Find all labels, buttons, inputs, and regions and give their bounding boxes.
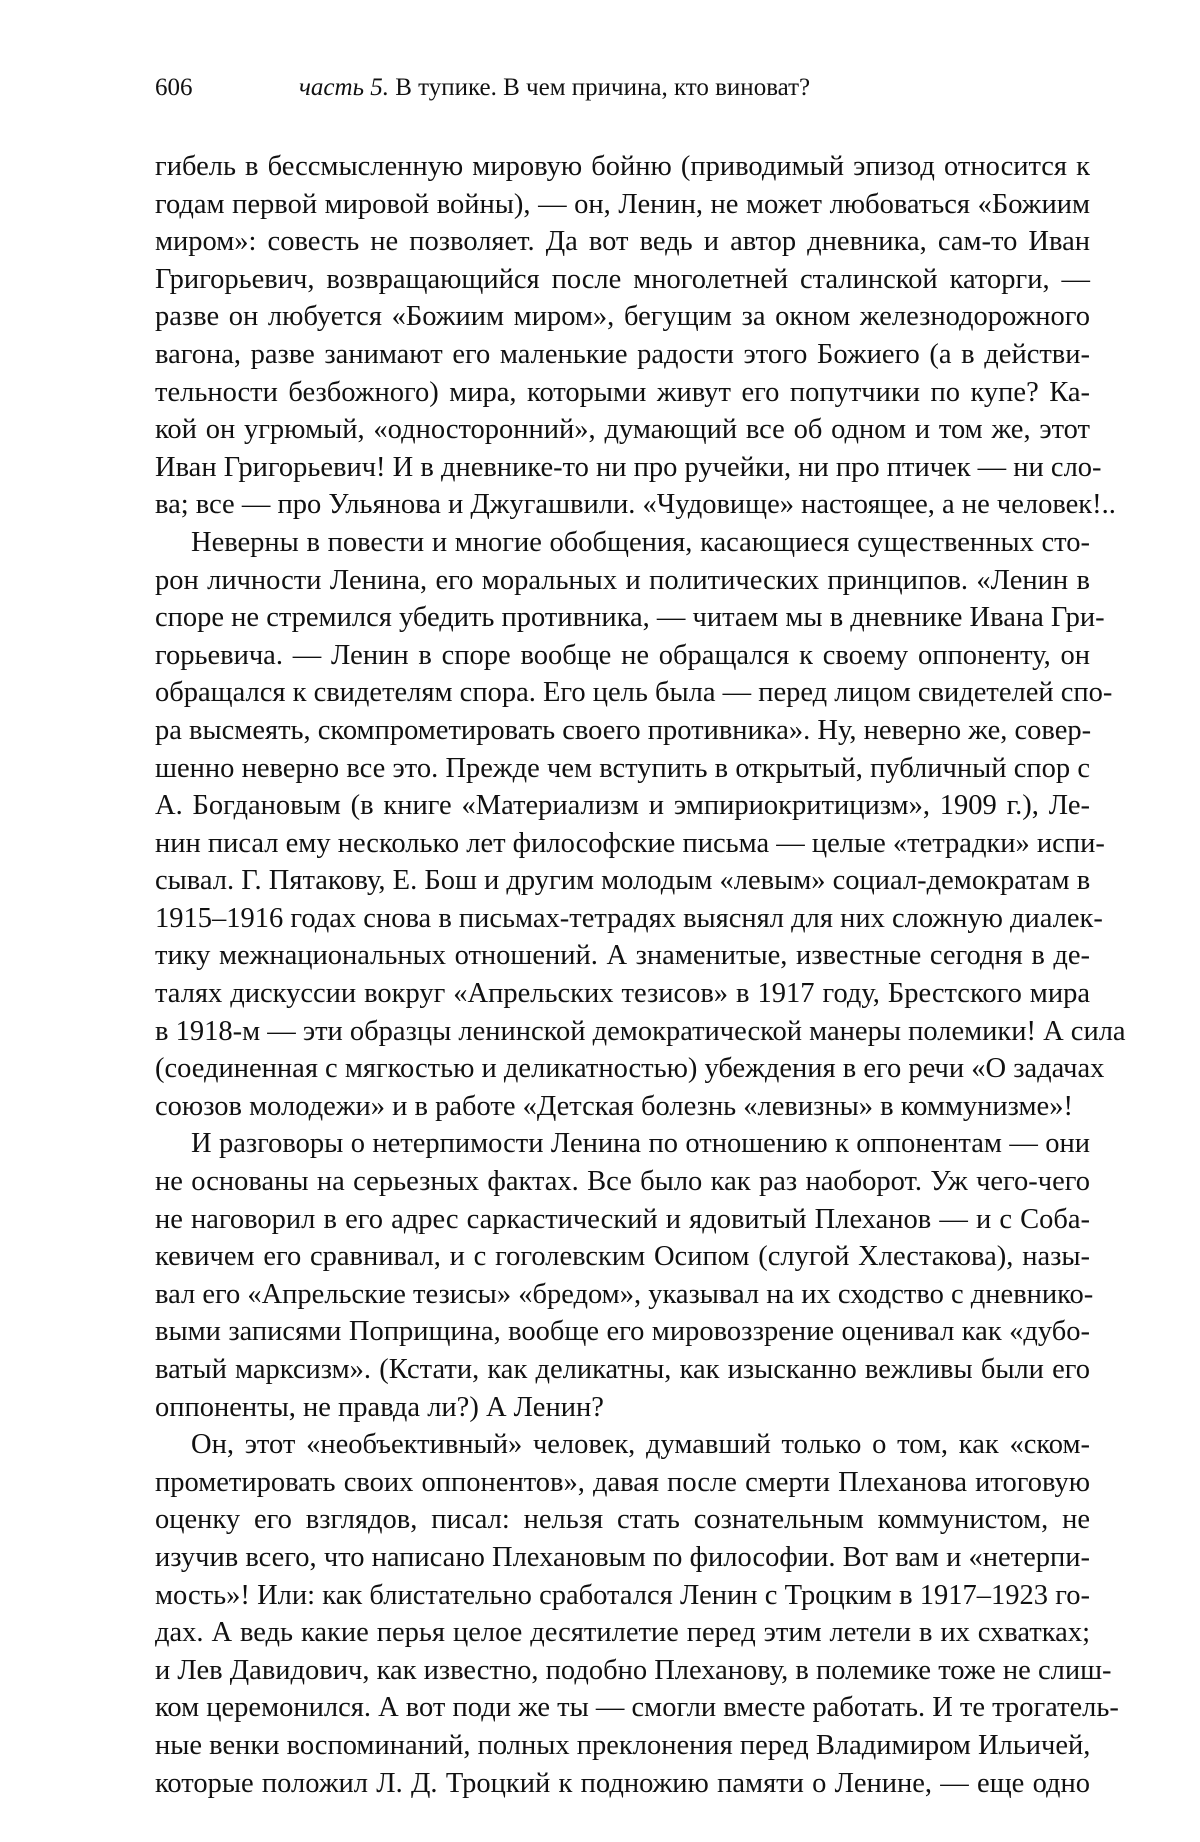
text-line: миром»: совесть не позволяет. Да вот ведь и автор дневника, сам-то Иван (155, 226, 1090, 258)
text-line: обращался к свидетелям спора. Его цель была — перед лицом свидетелей спо- (155, 677, 1113, 709)
paragraph (155, 1125, 1094, 1426)
text-line: горьевича. — Ленин в споре вообще не обращался к своему оппоненту, он (155, 639, 1090, 671)
text-line: ва; все — про Ульянова и Джугашвили. «Чудовище» настоящее, а не человек!.. (155, 489, 1116, 521)
text-line: А. Богдановым (в книге «Материализм и эмпириокритицизм», 1909 г.), Ле- (155, 790, 1090, 822)
text-line: шенно неверно все это. Прежде чем вступить в открытый, публичный спор с (155, 752, 1090, 784)
part-label: часть 5. (299, 74, 389, 101)
text-line: рон личности Ленина, его моральных и политических принципов. «Ленин в (155, 564, 1090, 596)
text-line: вагона, разве занимают его маленькие радости этого Божиего (а в действи- (155, 338, 1090, 370)
body-text (155, 148, 1126, 1802)
text-line: кой он угрюмый, «односторонний», думающий все об одном и том же, этот (155, 414, 1090, 446)
text-line: кевичем его сравнивал, и с гоголевским Осипом (слугой Хлестакова), назы- (155, 1241, 1090, 1273)
text-line: сывал. Г. Пятакову, Е. Бош и другим молодым «левым» социал-демократам в (155, 865, 1091, 897)
text-line: не наговорил в его адрес саркастический и ядовитый Плеханов — и с Соба- (155, 1203, 1090, 1235)
chapter-title: В тупике. В чем причина, кто виноват? (395, 74, 811, 101)
text-line: (соединенная с мягкостью и деликатностью) убеждения в его речи «О задачах (155, 1053, 1105, 1085)
text-line: разве он любуется «Божиим миром», бегущим за окном железнодорожного (155, 301, 1090, 333)
text-line: ватый марксизм». (Кстати, как деликатны, как изысканно вежливы были его (155, 1354, 1090, 1385)
text-line: вал его «Апрельские тезисы» «бредом», указывал на их сходство с дневнико- (155, 1278, 1094, 1310)
paragraph (155, 524, 1126, 1126)
text-line: оценку его взглядов, писал: нельзя стать сознательным коммунистом, не (155, 1504, 1090, 1536)
text-line: споре не стремился убедить противника, — читаем мы в дневнике Ивана Гри- (155, 602, 1105, 634)
paragraph (155, 148, 1116, 524)
page-number: 606 (155, 74, 193, 101)
text-line: Иван Григорьевич! И в дневнике-то ни про ручейки, ни про птичек — ни сло- (155, 451, 1102, 483)
text-line: Он, этот «необъективный» человек, думавший только о том, как «ском- (191, 1429, 1090, 1461)
text-line: тельности безбожного) мира, которыми живут его попутчики по купе? Ка- (155, 376, 1090, 408)
text-line: прометировать своих оппонентов», давая после смерти Плеханова итоговую (155, 1466, 1090, 1498)
text-line: ра высмеять, скомпрометировать своего противника». Ну, неверно же, совер- (155, 714, 1092, 746)
text-line: талях дискуссии вокруг «Апрельских тезисов» в 1917 году, Брестского мира (155, 978, 1090, 1010)
text-line: ком церемонился. А вот поди же ты — смогли вместе работать. И те трогатель- (155, 1692, 1119, 1724)
text-line: нин писал ему несколько лет философские письма — целые «тетрадки» испи- (155, 827, 1105, 859)
text-line: которые положил Л. Д. Троцкий к подножию памяти о Ленине, — еще одно (155, 1767, 1090, 1799)
text-line: годам первой мировой войны), — он, Ленин, не может любоваться «Божиим (155, 188, 1090, 220)
text-line: союзов молодежи» и в работе «Детская болезнь «левизны» в коммунизме»! (155, 1090, 1073, 1122)
text-line: в 1918-м — эти образцы ленинской демократической манеры полемики! А сила (155, 1015, 1126, 1047)
text-line: ные венки воспоминаний, полных преклонения перед Владимиром Ильичей, (155, 1729, 1091, 1761)
text-line: Григорьевич, возвращающийся после многолетней сталинской каторги, — (155, 263, 1090, 295)
text-line: не основаны на серьезных фактах. Все было как раз наоборот. Уж чего-чего (155, 1166, 1090, 1198)
text-line: изучив всего, что написано Плехановым по философии. Вот вам и «нетерпи- (155, 1541, 1090, 1573)
text-line: гибель в бессмысленную мировую бойню (приводимый эпизод относится к (155, 151, 1090, 182)
text-line: выми записями Поприщина, вообще его мировоззрение оценивал как «дубо- (155, 1316, 1090, 1348)
text-line: оппоненты, не правда ли?) А Ленин? (155, 1391, 604, 1423)
running-head (155, 68, 1085, 108)
text-line: 1915–1916 годах снова в письмах-тетрадях выяснял для них сложную диалек- (155, 902, 1103, 934)
text-line: И разговоры о нетерпимости Ленина по отношению к оппонентам — они (191, 1128, 1090, 1160)
text-line: мость»! Или: как блистательно сработался Ленин с Троцким в 1917–1923 го- (155, 1579, 1090, 1611)
text-line: дах. А ведь какие перья целое десятилетие перед этим летели в их схватках; (155, 1617, 1090, 1649)
text-line: Неверны в повести и многие обобщения, касающиеся существенных сто- (191, 526, 1090, 558)
text-line: и Лев Давидович, как известно, подобно Плеханову, в полемике тоже не слиш- (155, 1654, 1112, 1686)
paragraph (155, 1426, 1119, 1802)
text-line: тику межнациональных отношений. А знаменитые, известные сегодня в де- (155, 940, 1090, 972)
